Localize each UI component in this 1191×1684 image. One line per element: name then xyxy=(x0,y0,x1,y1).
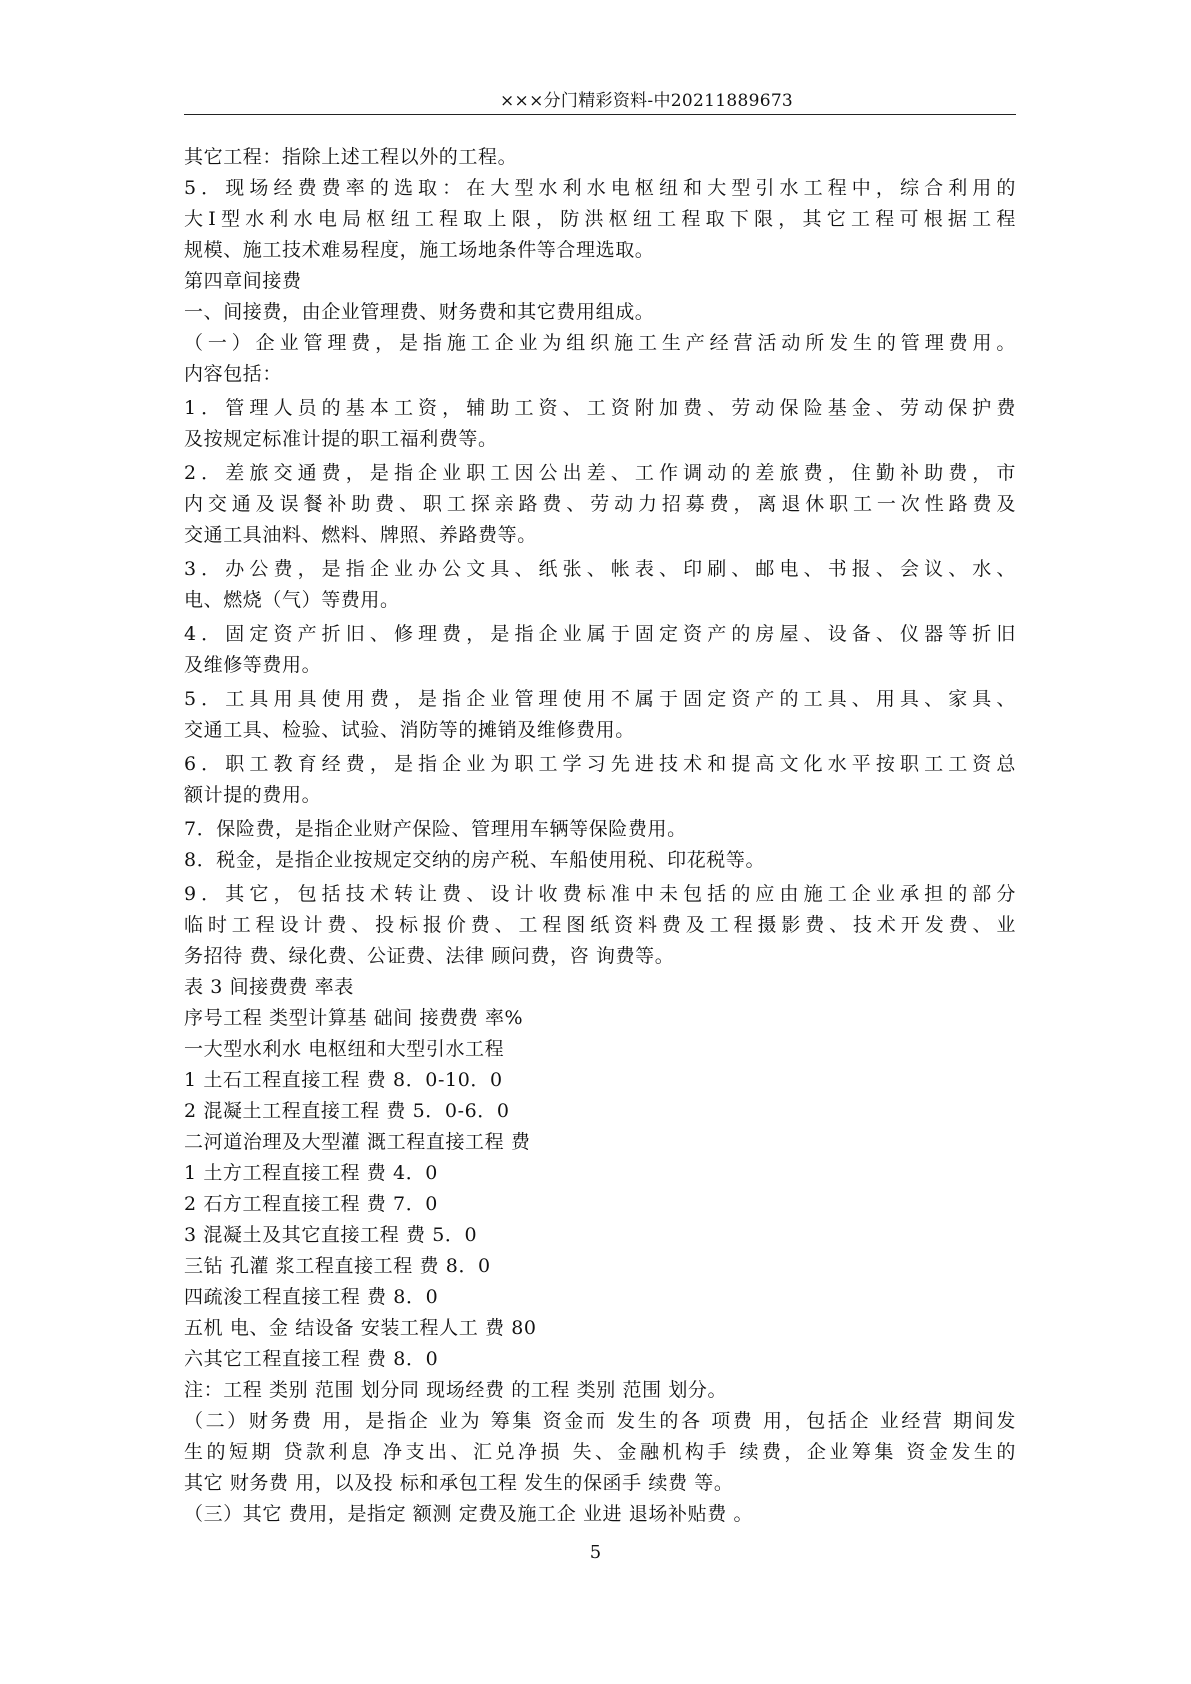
text-line: 内容包括： xyxy=(184,363,283,385)
text-line: 1 土方工程直接工程 费 4．0 xyxy=(184,1162,438,1184)
header-text: ×××分门精彩资料-中20211889673 xyxy=(500,91,794,111)
text-line: 3 混凝土及其它直接工程 费 5．0 xyxy=(184,1224,478,1246)
text-line: 交通工具油料、燃料、牌照、养路费等。 xyxy=(184,524,537,546)
text-line: 大Ⅰ型水利水电局枢纽工程取上限，防洪枢纽工程取下限，其它工程可根据工程 xyxy=(184,208,1016,230)
text-line: 一、间接费，由企业管理费、财务费和其它费用组成。 xyxy=(184,301,655,323)
text-line: 三钻 孔灌 浆工程直接工程 费 8．0 xyxy=(184,1255,491,1277)
text-line: 3．办公费，是指企业办公文具、纸张、帐表、印刷、邮电、书报、会议、水、 xyxy=(184,558,1016,580)
text-line: 5．现场经费费率的选取：在大型水利水电枢纽和大型引水工程中，综合利用的 xyxy=(184,177,1016,199)
text-line: 9．其它，包括技术转让费、设计收费标准中未包括的应由施工企业承担的部分 xyxy=(184,883,1016,905)
text-line: 1 土石工程直接工程 费 8．0-10．0 xyxy=(184,1069,503,1091)
text-line: 第四章间接费 xyxy=(184,270,302,292)
text-line: 其它工程：指除上述工程以外的工程。 xyxy=(184,146,518,168)
text-line: 其它 财务费 用，以及投 标和承包工程 发生的保函手 续费 等。 xyxy=(184,1472,734,1494)
text-line: 表 3 间接费费 率表 xyxy=(184,976,354,998)
text-line: （一）企业管理费，是指施工企业为组织施工生产经营活动所发生的管理费用。 xyxy=(184,332,1016,354)
text-line: 交通工具、检验、试验、消防等的摊销及维修费用。 xyxy=(184,719,635,741)
text-line: 7．保险费，是指企业财产保险、管理用车辆等保险费用。 xyxy=(184,818,687,840)
text-line: 8．税金，是指企业按规定交纳的房产税、车船使用税、印花税等。 xyxy=(184,849,766,871)
text-line: 及按规定标准计提的职工福利费等。 xyxy=(184,428,498,450)
text-line: （二）财务费 用，是指企 业为 筹集 资金而 发生的各 项费 用，包括企 业经营 期间发 xyxy=(184,1410,1016,1432)
text-line: 生的短期 贷款利息 净支出、汇兑净损 失、金融机构手 续费，企业筹集 资金发生的 xyxy=(184,1441,1016,1463)
text-line: 内交通及误餐补助费、职工探亲路费、劳动力招募费，离退休职工一次性路费及 xyxy=(184,493,1016,515)
text-line: 电、燃烧（气）等费用。 xyxy=(184,589,400,611)
text-line: 规模、施工技术难易程度，施工场地条件等合理选取。 xyxy=(184,239,655,261)
text-line: 临时工程设计费、投标报价费、工程图纸资料费及工程摄影费、技术开发费、业 xyxy=(184,914,1016,936)
text-line: 2 石方工程直接工程 费 7．0 xyxy=(184,1193,438,1215)
text-line: 二河道治理及大型灌 溉工程直接工程 费 xyxy=(184,1131,531,1153)
text-line: 六其它工程直接工程 费 8．0 xyxy=(184,1348,439,1370)
text-line: 一大型水利水 电枢纽和大型引水工程 xyxy=(184,1038,505,1060)
text-line: 及维修等费用。 xyxy=(184,654,322,676)
text-line: 6．职工教育经费，是指企业为职工学习先进技术和提高文化水平按职工工资总 xyxy=(184,753,1016,775)
document-body xyxy=(184,142,1016,1530)
text-line: 四疏浚工程直接工程 费 8．0 xyxy=(184,1286,439,1308)
text-line: 5．工具用具使用费，是指企业管理使用不属于固定资产的工具、用具、家具、 xyxy=(184,688,1016,710)
text-line: （三）其它 费用，是指定 额测 定费及施工企 业进 退场补贴费 。 xyxy=(184,1503,754,1525)
page-header xyxy=(184,84,1016,115)
text-line: 五机 电、金 结设备 安装工程人工 费 80 xyxy=(184,1317,537,1339)
text-line: 2 混凝土工程直接工程 费 5．0-6．0 xyxy=(184,1100,510,1122)
text-line: 2．差旅交通费，是指企业职工因公出差、工作调动的差旅费，住勤补助费，市 xyxy=(184,462,1016,484)
text-line: 注：工程 类别 范围 划分同 现场经费 的工程 类别 范围 划分。 xyxy=(184,1379,728,1401)
text-line: 序号工程 类型计算基 础间 接费费 率% xyxy=(184,1007,524,1029)
page-number: 5 xyxy=(589,1542,602,1563)
text-line: 4．固定资产折旧、修理费，是指企业属于固定资产的房屋、设备、仪器等折旧 xyxy=(184,623,1016,645)
text-line: 1．管理人员的基本工资，辅助工资、工资附加费、劳动保险基金、劳动保护费 xyxy=(184,397,1016,419)
text-line: 务招待 费、绿化费、公证费、法律 顾问费，咨 询费等。 xyxy=(184,945,675,967)
text-line: 额计提的费用。 xyxy=(184,784,322,806)
